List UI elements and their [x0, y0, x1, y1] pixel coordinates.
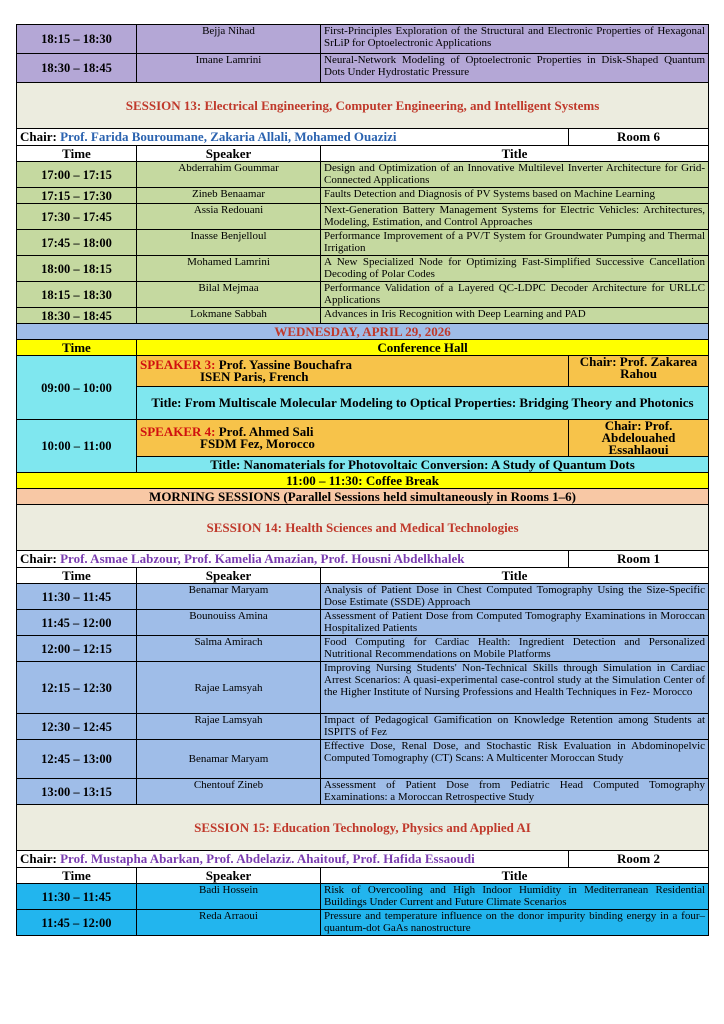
day-title: WEDNESDAY, APRIL 29, 2026	[17, 324, 709, 340]
chair-row	[17, 851, 709, 868]
plenary-speaker-cell	[137, 356, 569, 387]
day-row	[17, 324, 709, 340]
title-cell: Impact of Pedagogical Gamification on Knowledge Retention among Students at ISPITS of Fez	[321, 714, 709, 740]
session-title: SESSION 15: Education Technology, Physics and Applied AI	[17, 805, 709, 851]
time-cell: 11:30 – 11:45	[17, 884, 137, 910]
title-cell: Faults Detection and Diagnosis of PV Systems based on Machine Learning	[321, 188, 709, 204]
room-label: Room 1	[569, 551, 709, 568]
time-cell: 18:15 – 18:30	[17, 282, 137, 308]
table-row	[17, 162, 709, 188]
time-cell: 18:15 – 18:30	[17, 25, 137, 54]
title-cell: A New Specialized Node for Optimizing Fast-Simplified Successive Cancellation Decoding of Polar Codes	[321, 256, 709, 282]
title-cell: Advances in Iris Recognition with Deep Learning and PAD	[321, 308, 709, 324]
speaker-name: Prof. Ahmed Sali	[218, 424, 314, 439]
table-row	[17, 204, 709, 230]
table-row	[17, 884, 709, 910]
title-cell: Food Computing for Cardiac Health: Ingredient Detection and Personalized Nutritional Recommendations on Mobile Platforms	[321, 636, 709, 662]
speaker-cell: Reda Arraoui	[137, 910, 321, 936]
table-row	[17, 662, 709, 714]
chair-cell	[17, 129, 569, 146]
title-cell: Assessment of Patient Dose from Pediatric Head Computed Tomography Examinations: a Moroccan Retrospective Study	[321, 779, 709, 805]
time-cell: 17:30 – 17:45	[17, 204, 137, 230]
table-row	[17, 740, 709, 779]
chair-names: Prof. Farida Bouroumane, Zakaria Allali, Mohamed Ouazizi	[60, 129, 397, 144]
session-15-header-row	[17, 805, 709, 851]
speaker-cell: Inasse Benjelloul	[137, 230, 321, 256]
chair-row	[17, 551, 709, 568]
chair-names: Prof. Asmae Labzour, Prof. Kamelia Amazian, Prof. Housni Abdelkhalek	[60, 551, 465, 566]
speaker-cell: Lokmane Sabbah	[137, 308, 321, 324]
title-cell: Analysis of Patient Dose in Chest Computed Tomography Using the Size-Specific Dose Estimate (SSDE) Approach	[321, 584, 709, 610]
time-cell: 12:15 – 12:30	[17, 662, 137, 714]
table-row	[17, 779, 709, 805]
session-title: SESSION 14: Health Sciences and Medical Technologies	[17, 505, 709, 551]
time-header: Time	[17, 868, 137, 884]
speaker-cell: Bilal Mejmaa	[137, 282, 321, 308]
title-header: Title	[321, 868, 709, 884]
speaker-cell: Mohamed Lamrini	[137, 256, 321, 282]
title-cell: Effective Dose, Renal Dose, and Stochastic Risk Evaluation in Abdominopelvic Computed Tomography (CT) Scans: A Multicenter Moroccan Study	[321, 740, 709, 779]
speaker-label: SPEAKER 3:	[140, 357, 216, 372]
time-cell: 12:30 – 12:45	[17, 714, 137, 740]
column-header-row	[17, 146, 709, 162]
plenary-talk-row	[17, 420, 709, 457]
title-cell: Pressure and temperature influence on the donor impurity binding energy in a four–quantum-dot GaAs nanostructure	[321, 910, 709, 936]
time-cell: 11:30 – 11:45	[17, 584, 137, 610]
morning-row	[17, 489, 709, 505]
title-cell: Performance Validation of a Layered QC-LDPC Decoder Architecture for URLLC Applications	[321, 282, 709, 308]
table-row	[17, 584, 709, 610]
speaker-cell: Badi Hossein	[137, 884, 321, 910]
plenary-talk-row	[17, 356, 709, 387]
time-cell: 17:15 – 17:30	[17, 188, 137, 204]
program-page	[16, 24, 708, 936]
title-cell: Design and Optimization of an Innovative Multilevel Inverter Architecture for Grid-Connected Applications	[321, 162, 709, 188]
time-cell: 11:45 – 12:00	[17, 910, 137, 936]
table-row	[17, 714, 709, 740]
plenary-title: Title: Nanomaterials for Photovoltaic Conversion: A Study of Quantum Dots	[137, 457, 709, 473]
time-cell: 18:30 – 18:45	[17, 54, 137, 83]
table-row	[17, 636, 709, 662]
session-13-header-row	[17, 83, 709, 129]
plenary-chair-cell: Chair: Prof. Zakarea Rahou	[569, 356, 709, 387]
speaker-cell: Imane Lamrini	[137, 54, 321, 83]
chair-row	[17, 129, 709, 146]
speaker-header: Speaker	[137, 868, 321, 884]
speaker-cell: Bejja Nihad	[137, 25, 321, 54]
title-cell: Neural-Network Modeling of Optoelectronic Properties in Disk-Shaped Quantum Dots Under Hydrostatic Pressure	[321, 54, 709, 83]
time-cell: 12:00 – 12:15	[17, 636, 137, 662]
title-cell: Performance Improvement of a PV/T System for Groundwater Pumping and Thermal Irrigation	[321, 230, 709, 256]
speaker-cell: Benamar Maryam	[137, 740, 321, 779]
table-row	[17, 25, 709, 54]
time-header: Time	[17, 568, 137, 584]
chair-label: Chair:	[20, 129, 57, 144]
table-row	[17, 256, 709, 282]
table-row	[17, 910, 709, 936]
speaker-cell: Rajae Lamsyah	[137, 714, 321, 740]
column-header-row	[17, 568, 709, 584]
speaker-cell: Salma Amirach	[137, 636, 321, 662]
title-cell: Assessment of Patient Dose from Computed Tomography Examinations in Moroccan Hospitalized Patients	[321, 610, 709, 636]
table-row	[17, 282, 709, 308]
speaker-header: Speaker	[137, 568, 321, 584]
column-header-row	[17, 868, 709, 884]
speaker-cell: Benamar Maryam	[137, 584, 321, 610]
session-14-header-row	[17, 505, 709, 551]
title-cell: Improving Nursing Students' Non-Technical Skills through Simulation in Cardiac Arrest Scenarios: A quasi-experimental case-control study at the Simulation Center of the Higher Institute of Nursing Professions and Health Techniques in Fez- Morocco	[321, 662, 709, 714]
table-row	[17, 54, 709, 83]
speaker-cell: Chentouf Zineb	[137, 779, 321, 805]
time-cell: 17:00 – 17:15	[17, 162, 137, 188]
chair-label: Chair:	[20, 851, 57, 866]
plenary-header-row	[17, 340, 709, 356]
room-label: Room 6	[569, 129, 709, 146]
plenary-title: Title: From Multiscale Molecular Modeling to Optical Properties: Bridging Theory and Photonics	[137, 387, 709, 420]
time-header: Time	[17, 146, 137, 162]
title-cell: Next-Generation Battery Management Systems for Electric Vehicles: Architectures, Modeling, Estimation, and Control Approaches	[321, 204, 709, 230]
speaker-name: Prof. Yassine Bouchafra	[218, 357, 352, 372]
speaker-header: Speaker	[137, 146, 321, 162]
table-row	[17, 188, 709, 204]
session-title: SESSION 13: Electrical Engineering, Computer Engineering, and Intelligent Systems	[17, 83, 709, 129]
speaker-affiliation: FSDM Fez, Morocco	[200, 436, 315, 451]
room-label: Room 2	[569, 851, 709, 868]
title-header: Title	[321, 146, 709, 162]
plenary-chair-cell: Chair: Prof. Abdelouahed Essahlaoui	[569, 420, 709, 457]
speaker-cell: Bounouiss Amina	[137, 610, 321, 636]
speaker-affiliation: ISEN Paris, French	[200, 369, 309, 384]
conference-hall-label: Conference Hall	[137, 340, 709, 356]
chair-cell	[17, 551, 569, 568]
table-row	[17, 230, 709, 256]
coffee-break: 11:00 – 11:30: Coffee Break	[17, 473, 709, 489]
time-cell: 12:45 – 13:00	[17, 740, 137, 779]
time-cell: 17:45 – 18:00	[17, 230, 137, 256]
time-cell: 18:00 – 18:15	[17, 256, 137, 282]
table-row	[17, 308, 709, 324]
time-cell: 13:00 – 13:15	[17, 779, 137, 805]
chair-names: Prof. Mustapha Abarkan, Prof. Abdelaziz. Ahaitouf, Prof. Hafida Essaoudi	[60, 851, 475, 866]
plenary-speaker-cell	[137, 420, 569, 457]
coffee-row	[17, 473, 709, 489]
program-table	[16, 24, 709, 936]
plenary-time-header: Time	[17, 340, 137, 356]
speaker-label: SPEAKER 4:	[140, 424, 216, 439]
speaker-cell: Assia Redouani	[137, 204, 321, 230]
title-cell: First-Principles Exploration of the Structural and Electronic Properties of Hexagonal SrLiP for Optoelectronic Applications	[321, 25, 709, 54]
title-cell: Risk of Overcooling and High Indoor Humidity in Mediterranean Residential Buildings Under Current and Future Climate Scenarios	[321, 884, 709, 910]
morning-sessions: MORNING SESSIONS (Parallel Sessions held simultaneously in Rooms 1–6)	[17, 489, 709, 505]
chair-cell	[17, 851, 569, 868]
chair-label: Chair:	[20, 551, 57, 566]
speaker-cell: Zineb Benaamar	[137, 188, 321, 204]
plenary-time-cell: 10:00 – 11:00	[17, 420, 137, 473]
speaker-cell: Rajae Lamsyah	[137, 662, 321, 714]
time-cell: 18:30 – 18:45	[17, 308, 137, 324]
table-row	[17, 610, 709, 636]
speaker-cell: Abderrahim Goummar	[137, 162, 321, 188]
plenary-time-cell: 09:00 – 10:00	[17, 356, 137, 420]
time-cell: 11:45 – 12:00	[17, 610, 137, 636]
title-header: Title	[321, 568, 709, 584]
